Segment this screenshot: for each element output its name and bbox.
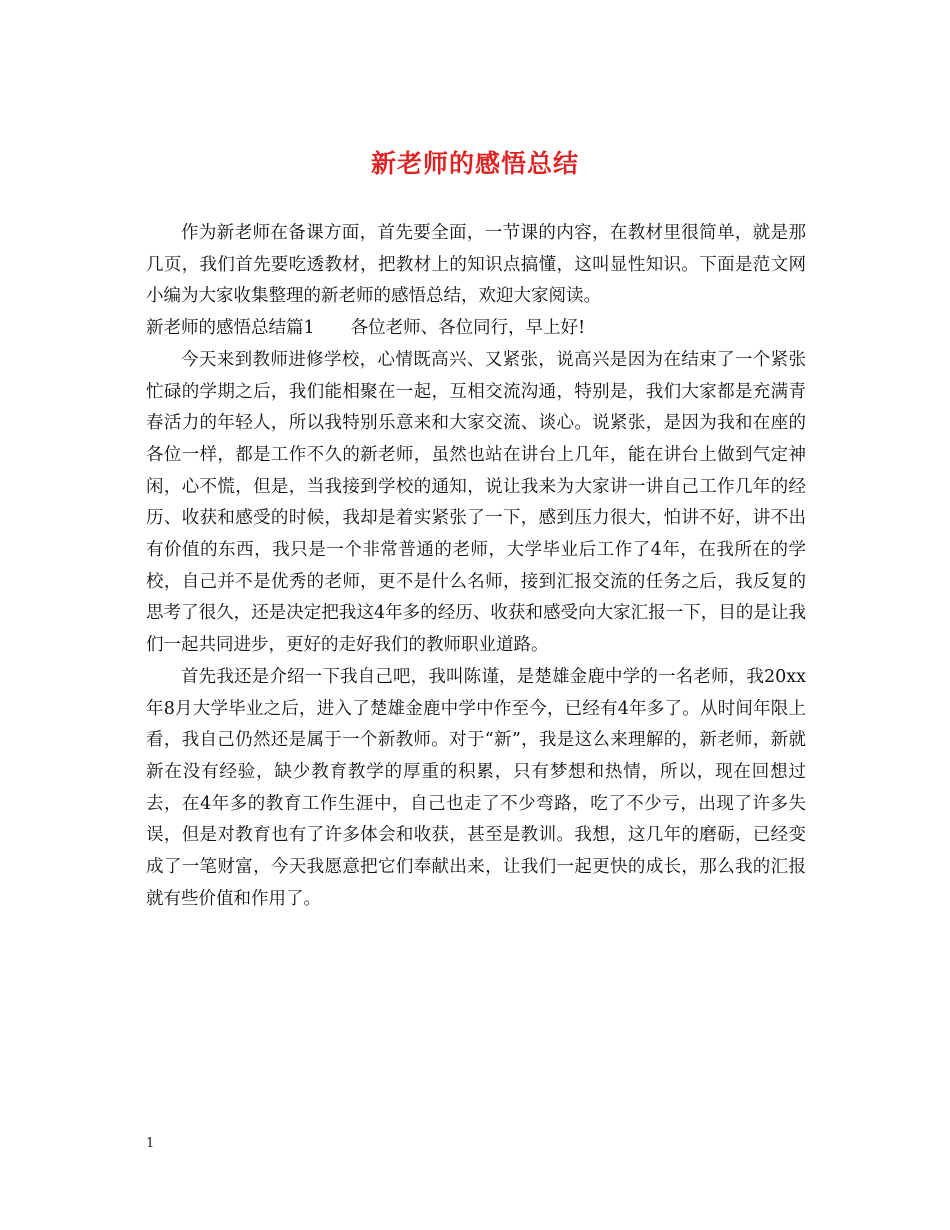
intro-paragraph: 作为新老师在备课方面，首先要全面，一节课的内容，在教材里很简单，就是那几页，我们首先要吃透教材，把教材上的知识点搞懂，这叫显性知识。下面是范文网小编为大家收集整理的新老师的感悟总结，欢迎大家阅读。 [146,223,806,307]
section-heading: 新老师的感悟总结篇1 [146,318,315,339]
document-title: 新老师的感悟总结 [370,149,579,178]
body-paragraph-2: 首先我还是介绍一下我自己吧，我叫陈谨，是楚雄金鹿中学的一名老师，我20xx年8月大学毕业之后，进入了楚雄金鹿中学中作至今，已经有4年多了。从时间年限上看，我自己仍然还是属于一个新教师。对于“新”，我是这么来理解的，新老师，新就新在没有经验，缺少教育教学的厚重的积累，只有梦想和热情，所以，现在回想过去，在4年多的教育工作生涯中，自己也走了不少弯路，吃了不少亏，出现了许多失误，但是对教育也有了许多体会和收获，甚至是教训。我想，这几年的磨砺，已经变成了一笔财富，今天我愿意把它们奉献出来，让我们一起更快的成长，那么我的汇报就有些价值和作用了。 [146,666,806,909]
section-heading-line [146,313,806,345]
greeting-text: 各位老师、各位同行，早上好! [350,318,586,339]
document-body [146,218,806,915]
page-number: 1 [146,1136,155,1151]
body-paragraph-1: 今天来到教师进修学校，心情既高兴、又紧张，说高兴是因为在结束了一个紧张忙碌的学期之后，我们能相聚在一起，互相交流沟通，特别是，我们大家都是充满青春活力的年轻人，所以我特别乐意来和大家交流、谈心。说紧张，是因为我和在座的各位一样，都是工作不久的新老师，虽然也站在讲台上几年，能在讲台上做到气定神闲，心不慌，但是，当我接到学校的通知，说让我来为大家讲一讲自己工作几年的经历、收获和感受的时候，我却是着实紧张了一下，感到压力很大，怕讲不好，讲不出有价值的东西，我只是一个非常普通的老师，大学毕业后工作了4年，在我所在的学校，自己并不是优秀的老师，更不是什么名师，接到汇报交流的任务之后，我反复的思考了很久，还是决定把我这4年多的经历、收获和感受向大家汇报一下，目的是让我们一起共同进步，更好的走好我们的教师职业道路。 [146,349,806,656]
